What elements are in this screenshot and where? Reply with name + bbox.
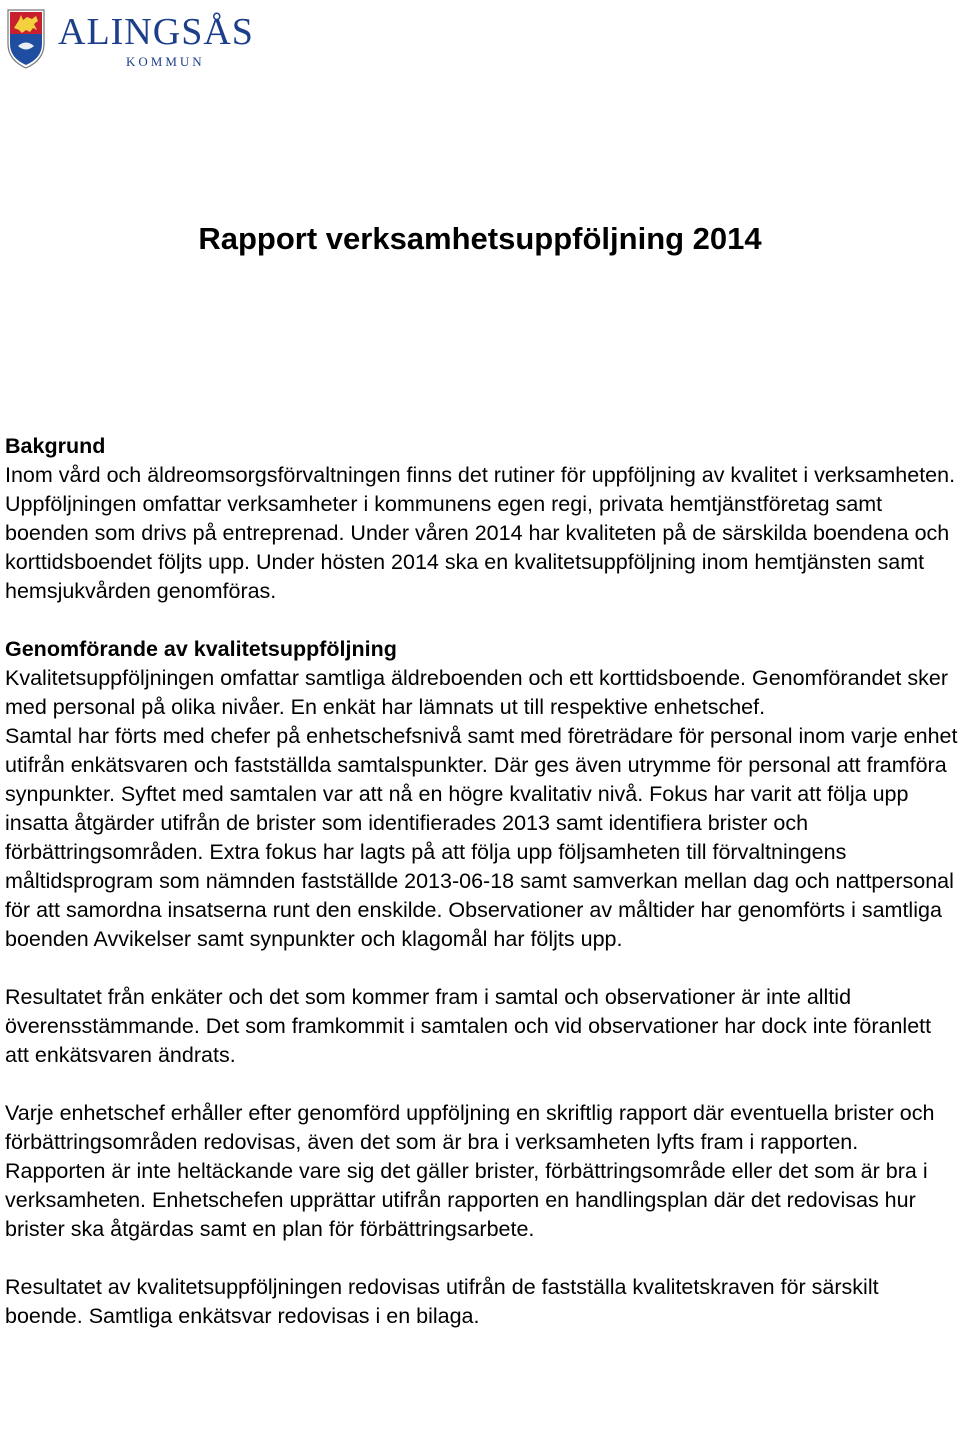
coat-of-arms-icon (8, 10, 44, 68)
section-paragraph: Varje enhetschef erhåller efter genomförd uppföljning en skriftlig rapport där eventuella brister och förbättringsområden redovisas, även det som är bra i verksamheten lyfts fram i rapporten. Rapporten är inte heltäckande vare sig det gäller brister, förbättringsområde eller det som är bra i verksamheten. Enhetschefen upprättar utifrån rapporten en handlingsplan där det redovisas hur brister ska åtgärdas samt en plan för förbättringsarbete. (5, 1101, 935, 1241)
section-paragraph: Samtal har förts med chefer på enhetschefsnivå samt med företrädare för personal inom varje enhet utifrån enkätsvaren och fastställda samtalspunkter. Där ges även utrymme för personal att framföra synpunkter. Syftet med samtalen var att nå en högre kvalitativ nivå. Fokus har varit att följa upp insatta åtgärder utifrån de brister som identifierades 2013 samt identifiera brister och förbättringsområden. Extra fokus har lagts på att följa upp följsamheten till förvaltningens måltidsprogram som nämnden fastställde 2013-06-18 samt samverkan mellan dag och nattpersonal för att samordna insatserna runt den enskilde. Observationer av måltider har genomförts i samtliga boenden Avvikelser samt synpunkter och klagomål har följts upp. (5, 724, 958, 951)
section-implementation (5, 635, 960, 1331)
section-heading: Bakgrund (5, 434, 106, 458)
section-paragraph: Resultatet av kvalitetsuppföljningen redovisas utifrån de fastställa kvalitetskraven för särskilt boende. Samtliga enkätsvar redovisas i en bilaga. (5, 1275, 879, 1328)
logo-subline: KOMMUN (126, 54, 205, 69)
municipality-logo (6, 6, 286, 70)
section-paragraph: Inom vård och äldreomsorgsförvaltningen finns det rutiner för uppföljning av kvalitet i verksamheten. Uppföljningen omfattar verksamheter i kommunens egen regi, privata hemtjänstföretag samt boenden som drivs på entreprenad. Under våren 2014 har kvaliteten på de särskilda boendena och korttidsboendet följts upp. Under hösten 2014 ska en kvalitetsuppföljning inom hemtjänsten samt hemsjukvården genomföras. (5, 463, 956, 603)
section-heading: Genomförande av kvalitetsuppföljning (5, 637, 397, 661)
section-paragraph: Kvalitetsuppföljningen omfattar samtliga äldreboenden och ett korttidsboende. Genomförandet sker med personal på olika nivåer. En enkät har lämnats ut till respektive enhetschef. (5, 666, 948, 719)
document-body (5, 432, 960, 1331)
document-title: Rapport verksamhetsuppföljning 2014 (198, 221, 762, 256)
section-paragraph: Resultatet från enkäter och det som kommer fram i samtal och observationer är inte alltid överensstämmande. Det som framkommit i samtalen och vid observationer har dock inte föranlett att enkätsvaren ändrats. (5, 985, 932, 1067)
section-background (5, 432, 960, 606)
logo-wordmark: ALINGSÅS (58, 11, 254, 53)
